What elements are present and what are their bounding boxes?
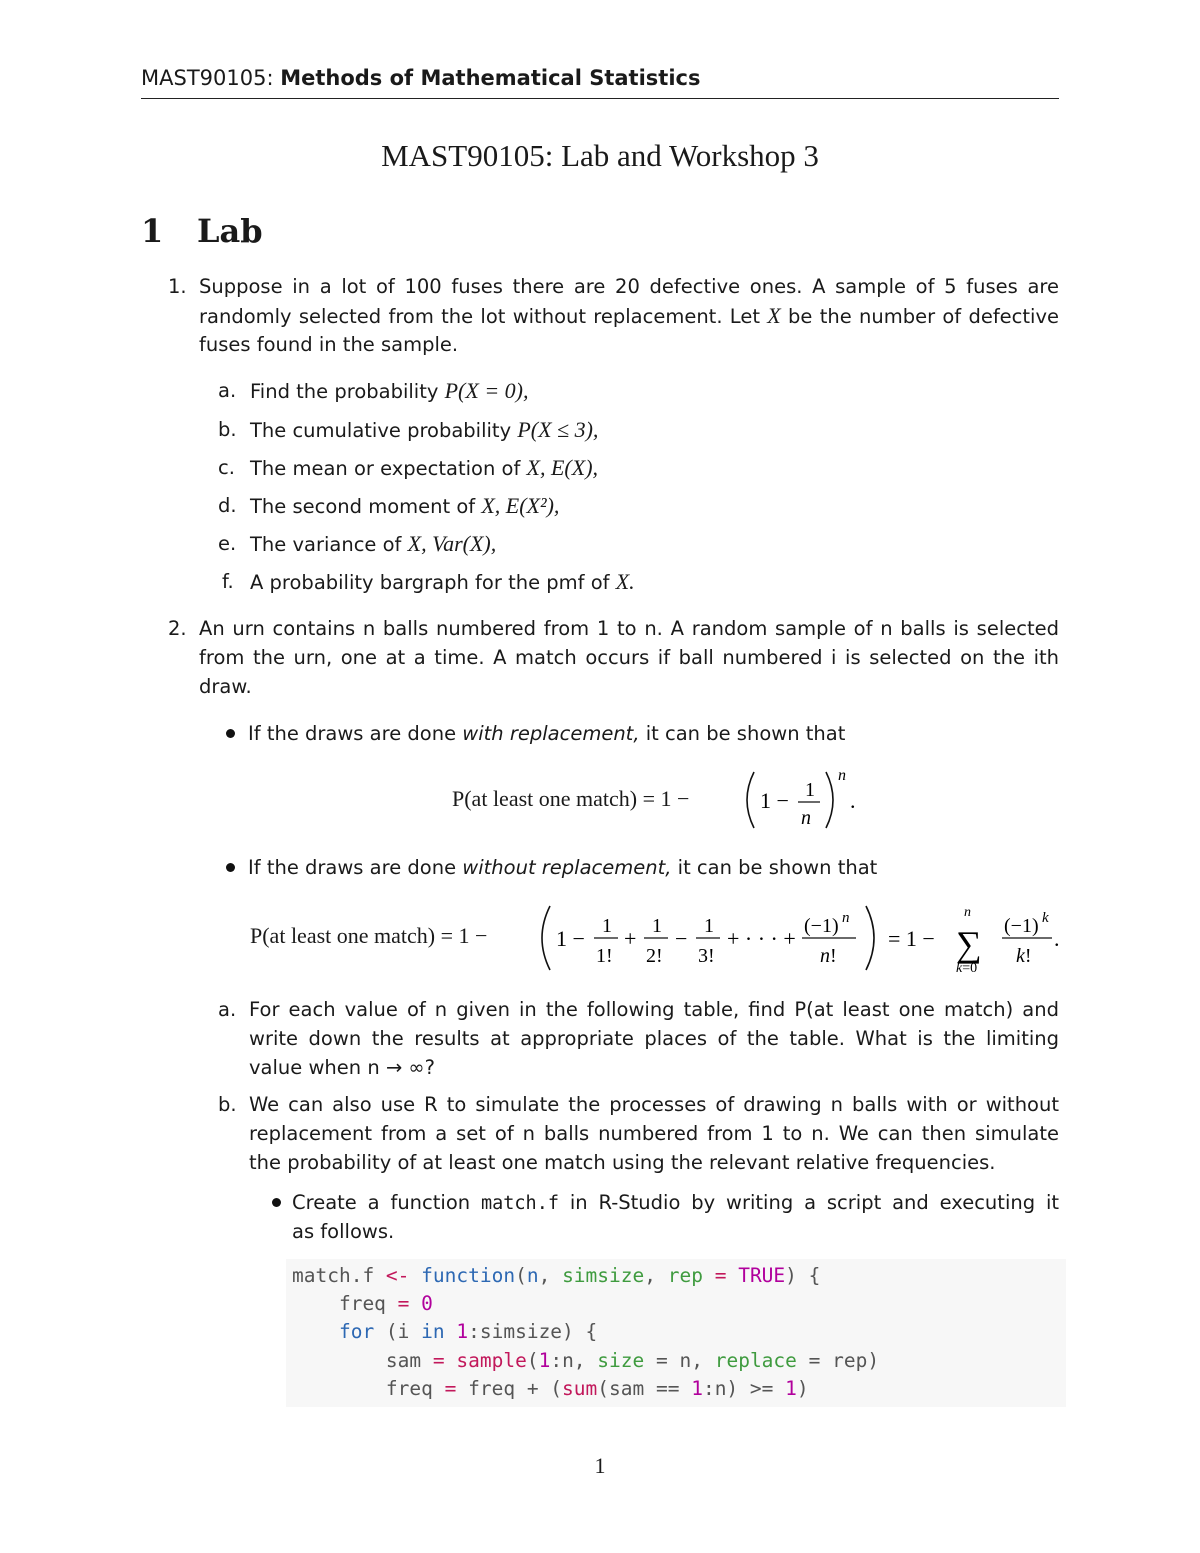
q1-part-b-text: The cumulative probability <box>250 419 512 442</box>
svg-text:1: 1 <box>805 779 815 801</box>
code-token: function <box>409 1264 516 1287</box>
code-token: match.f <box>292 1264 386 1287</box>
bullet-icon <box>272 1198 281 1207</box>
formula1-rhs <box>740 768 870 834</box>
svg-text:1 −: 1 − <box>760 788 789 813</box>
code-token: = <box>397 1292 410 1315</box>
svg-text:3!: 3! <box>698 945 715 967</box>
q1-line3: fuses found in the sample. <box>199 333 459 356</box>
code-token: simsize <box>562 1264 645 1287</box>
code-token: = <box>432 1349 445 1372</box>
code-token: , <box>644 1264 668 1287</box>
q2-bullet2-em: without replacement, <box>462 856 672 879</box>
header-course-code: MAST90105: <box>141 66 274 90</box>
q1-part-b <box>250 416 598 446</box>
formula2-rhs <box>536 900 1066 980</box>
svg-text:= 1 −: = 1 − <box>888 926 935 951</box>
svg-text:1 −: 1 − <box>556 926 585 951</box>
bullet-icon <box>226 729 235 738</box>
q2-sub-bullet-a: Create a function <box>292 1191 471 1214</box>
code-token: freq <box>292 1377 445 1400</box>
code-token: (i <box>374 1320 422 1343</box>
q1-part-c-text: The mean or expectation of <box>250 457 521 480</box>
q1-part-d <box>250 492 559 522</box>
svg-text:1: 1 <box>704 915 714 937</box>
header-course-title: Methods of Mathematical Statistics <box>280 66 701 90</box>
q1-part-c <box>250 454 598 484</box>
q1-part-f <box>250 568 635 598</box>
code-token: TRUE <box>738 1264 786 1287</box>
code-token: rep <box>667 1264 703 1287</box>
code-token: for <box>292 1320 375 1343</box>
q1-part-e-math: X, Var(X), <box>407 531 497 556</box>
q2-bullet2-b: it can be shown that <box>677 856 878 879</box>
q2-bullet1-b: it can be shown that <box>645 722 846 745</box>
q2-bullet2 <box>248 854 877 883</box>
code-line-2 <box>292 1292 433 1315</box>
svg-text:n: n <box>801 807 811 829</box>
svg-text:+: + <box>624 926 637 951</box>
q2-part-b-label: b. <box>218 1093 237 1116</box>
svg-text:k!: k! <box>1016 945 1032 967</box>
q2-sub-bullet-code: match.f <box>481 1193 559 1214</box>
code-line-1 <box>292 1264 820 1287</box>
code-token: sample <box>444 1349 527 1372</box>
q1-part-a <box>250 377 528 407</box>
code-token: 1 <box>538 1349 551 1372</box>
section-heading <box>141 212 263 250</box>
q2-bullet1-a: If the draws are done <box>248 722 457 745</box>
code-token: <- <box>385 1264 410 1287</box>
q2-sub-bullet-line1 <box>292 1189 1059 1219</box>
q2-part-b-line2: replacement from a set of n balls numbered from 1 to n. We can then simulate <box>249 1122 1059 1145</box>
q1-part-f-text: A probability bargraph for the pmf of <box>250 571 610 594</box>
q2-line2: from the urn, one at a time. A match occurs if ball numbered i is selected on the ith <box>199 646 1059 669</box>
svg-text:1!: 1! <box>596 945 613 967</box>
code-token: 1 <box>444 1320 469 1343</box>
formula2-lhs: P(at least one match) = 1 − <box>250 923 488 948</box>
svg-text:+ · · · +: + · · · + <box>727 926 796 951</box>
q2-part-b-line1: We can also use R to simulate the processes of drawing n balls with or without <box>249 1093 1059 1116</box>
code-token: ( <box>515 1264 527 1287</box>
q1-part-b-math: P(X ≤ 3), <box>517 417 599 442</box>
q2-line3: draw. <box>199 675 252 698</box>
code-token: replace <box>714 1349 797 1372</box>
code-token: size <box>597 1349 645 1372</box>
q2-number: 2. <box>168 617 187 640</box>
svg-text:1: 1 <box>602 915 612 937</box>
q2-part-a-line2: write down the results at appropriate places of the table. What is the limiting <box>249 1027 1059 1050</box>
q1-part-f-math: X. <box>615 569 635 594</box>
svg-text:∑: ∑ <box>956 924 982 964</box>
q2-sub-bullet-line2: as follows. <box>292 1220 395 1243</box>
q1-line2-b: be the number of defective <box>788 305 1060 328</box>
svg-text:k: k <box>1042 910 1049 926</box>
q2-bullet1-em: with replacement, <box>462 722 640 745</box>
q1-part-c-label: c. <box>218 456 235 479</box>
code-line-3 <box>292 1320 597 1343</box>
svg-text:k=0: k=0 <box>956 961 978 976</box>
code-token: = <box>444 1377 457 1400</box>
svg-text:n!: n! <box>820 945 837 967</box>
code-token: = n, <box>644 1349 715 1372</box>
svg-text:n: n <box>842 910 850 926</box>
svg-text:.: . <box>850 788 856 813</box>
code-token: = rep) <box>796 1349 880 1372</box>
q1-line2 <box>199 302 1059 332</box>
q1-part-b-label: b. <box>218 418 237 441</box>
svg-text:2!: 2! <box>646 945 663 967</box>
q2-part-a-line1: For each value of n given in the following table, find P(at least one match) and <box>249 998 1059 1021</box>
code-line-5 <box>292 1377 809 1400</box>
q1-part-d-math: X, E(X²), <box>481 493 560 518</box>
q2-bullet1 <box>248 720 845 749</box>
page-number: 1 <box>594 1453 606 1478</box>
code-token: :n) >= <box>702 1377 786 1400</box>
svg-text:−: − <box>675 926 688 951</box>
q1-line2-a: randomly selected from the lot without replacement. Let <box>199 305 760 328</box>
q2-sub-bullet-b: in R-Studio by writing a script and executing it <box>569 1191 1060 1214</box>
bullet-icon <box>226 863 235 872</box>
code-token: 1 <box>691 1377 703 1400</box>
code-token: n <box>526 1264 539 1287</box>
running-header <box>141 66 1059 99</box>
code-token: , <box>538 1264 563 1287</box>
q2-line1: An urn contains n balls numbered from 1 to n. A random sample of n balls is selected <box>199 617 1059 640</box>
code-token: :simsize) { <box>468 1320 598 1343</box>
code-token: = <box>702 1264 739 1287</box>
code-token: ( <box>526 1349 539 1372</box>
formula1-lhs: P(at least one match) = 1 − <box>452 786 690 811</box>
section-number: 1 <box>141 212 164 250</box>
svg-text:.: . <box>1054 926 1060 951</box>
q1-var-x: X <box>767 303 781 328</box>
q2-part-a-label: a. <box>218 998 237 1021</box>
q2-bullet2-a: If the draws are done <box>248 856 457 879</box>
code-token: sam <box>292 1349 433 1372</box>
code-token: 0 <box>409 1292 433 1315</box>
q1-part-c-math: X, E(X), <box>526 455 599 480</box>
svg-text:(−1): (−1) <box>804 915 839 937</box>
svg-text:1: 1 <box>652 915 662 937</box>
svg-text:n: n <box>964 905 971 920</box>
q1-part-e-label: e. <box>218 532 237 555</box>
code-token: (sam == <box>597 1377 692 1400</box>
q1-part-e <box>250 530 496 560</box>
code-line-4 <box>292 1349 879 1372</box>
q1-line1: Suppose in a lot of 100 fuses there are 20 defective ones. A sample of 5 fuses are <box>199 275 1059 298</box>
code-token: ) { <box>785 1264 821 1287</box>
svg-text:(−1): (−1) <box>1004 915 1039 937</box>
code-token: freq + ( <box>456 1377 563 1400</box>
q1-number: 1. <box>168 275 187 298</box>
code-token: in <box>421 1320 445 1343</box>
q1-part-a-label: a. <box>218 379 237 402</box>
document-title: MAST90105: Lab and Workshop 3 <box>381 138 819 173</box>
q1-part-d-text: The second moment of <box>250 495 476 518</box>
q1-part-e-text: The variance of <box>250 533 402 556</box>
svg-text:n: n <box>838 768 846 784</box>
q1-part-d-label: d. <box>218 494 237 517</box>
code-token: freq <box>292 1292 398 1315</box>
q1-part-a-text: Find the probability <box>250 380 439 403</box>
code-token: :n, <box>550 1349 598 1372</box>
q1-part-f-label: f. <box>222 570 234 593</box>
code-token: 1 <box>785 1377 797 1400</box>
section-name: Lab <box>197 212 263 250</box>
q2-part-a-line3: value when n → ∞? <box>249 1056 436 1079</box>
q1-part-a-math: P(X = 0), <box>444 378 529 403</box>
code-token: sum <box>562 1377 598 1400</box>
q2-part-b-line3: the probability of at least one match using the relevant relative frequencies. <box>249 1151 996 1174</box>
code-token: ) <box>796 1377 809 1400</box>
